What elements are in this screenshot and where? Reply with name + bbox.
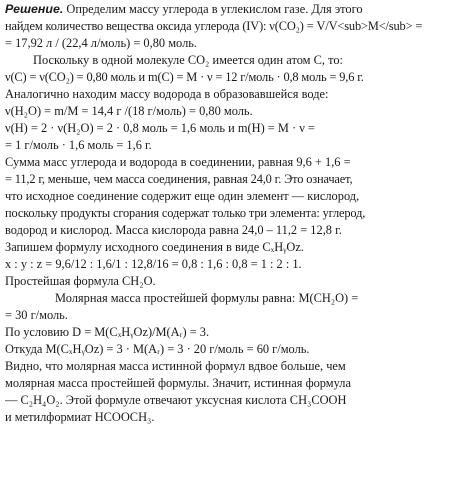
solution-line-6: Аналогично находим массу водорода в образовавшейся воде: [5,87,329,101]
solution-line-2: найдем количество вещества оксида углерода (IV): ν(CO₂) = V/V<sub>M</sub> = [5,19,423,33]
solution-line-4: Поскольку в одной молекуле CO₂ имеется один атом C, то: [33,53,343,67]
solution-line-19: = 30 г/моль. [5,308,68,322]
solution-line-13: поскольку продукты сгорания содержат только три элемента: углерод, [5,206,366,220]
solution-line-9: = 1 г/моль · 1,6 моль = 1,6 г. [5,138,152,152]
solution-line-11: = 11,2 г, меньше, чем масса соединения, равная 24,0 г. Это означает, [5,172,353,186]
solution-line-18: Молярная масса простейшей формулы равна: M(CH₂O) = [55,291,359,305]
solution-line-8: ν(H) = 2 · ν(H₂O) = 2 · 0,8 моль = 1,6 моль и m(H) = M · ν = [5,121,315,135]
solution-line-10: Сумма масс углерода и водорода в соединении, равная 9,6 + 1,6 = [5,155,351,169]
solution-line-16: x : y : z = 9,6/12 : 1,6/1 : 12,8/16 = 0,8 : 1,6 : 0,8 = 1 : 2 : 1. [5,257,302,271]
solution-line-3: = 17,92 л / (22,4 л/моль) = 0,80 моль. [5,36,198,50]
solution-line-1 [5,1,446,18]
solution-line-5: ν(C) = ν(CO₂) = 0,80 моль и m(C) = M · ν = 12 г/моль · 0,8 моль = 9,6 г. [5,70,364,84]
solution-line-23: молярная масса простейшей формулы. Значит, истинная формула [5,376,351,390]
solution-heading: Решение. [5,2,64,16]
solution-line-21: Откуда M(CₓHᵧOz) = 3 · M(Aᵣ) = 3 · 20 г/моль = 60 г/моль. [5,342,310,356]
solution-line-25: и метилформиат HCOOCH₃. [5,410,155,424]
solution-line-20: По условию D = M(CₓHᵧOz)/M(Aᵣ) = 3. [5,325,210,339]
solution-line-1-text: Определим массу углерода в углекислом газе. Для этого [63,2,363,16]
solution-line-15: Запишем формулу исходного соединения в виде CₓHᵧOz. [5,240,304,254]
solution-line-22: Видно, что молярная масса истинной формул вдвое больше, чем [5,359,346,373]
solution-line-12: что исходное соединение содержит еще один элемент — кислород, [5,189,360,203]
solution-line-17: Простейшая формула CH₂O. [5,274,156,288]
solution-line-24: — C₂H₄O₂. Этой формуле отвечают уксусная кислота CH₃COOH [5,393,347,407]
solution-line-14: водород и кислород. Масса кислорода равна 24,0 – 11,2 = 12,8 г. [5,223,342,237]
solution-line-7: ν(H₂O) = m/M = 14,4 г /(18 г/моль) = 0,80 моль. [5,104,253,118]
